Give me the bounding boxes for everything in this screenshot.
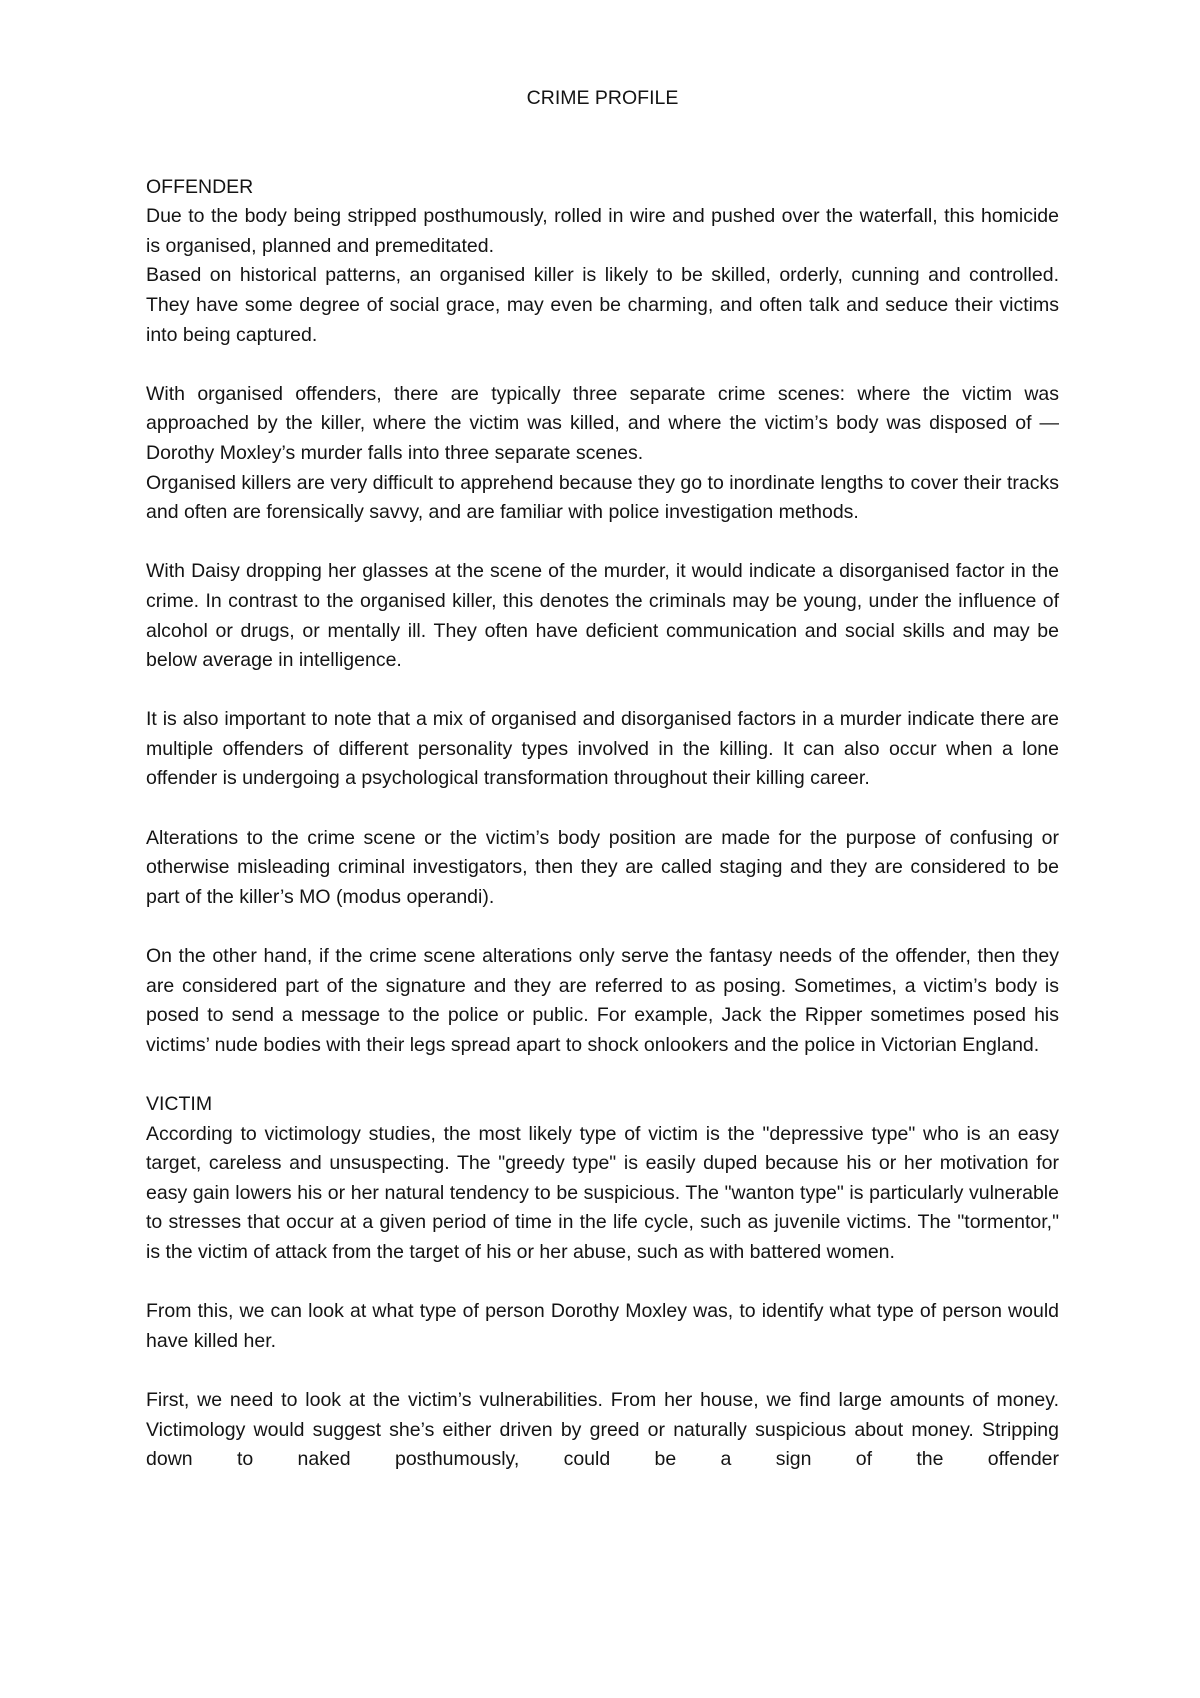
spacer (146, 114, 1059, 173)
victim-paragraph: According to victimology studies, the most likely type of victim is the "depressive type" who is an easy target, careless and unsuspecting. The "greedy type" is easily duped because his or her motivation for easy gain lowers his or her natural tendency to be suspicious. The "wanton type" is particularly vulnerable to stresses that occur at a given period of time in the life cycle, such as juvenile victims. The "tormentor," is the victim of attack from the target of his or her abuse, such as with battered women. (146, 1122, 1059, 1263)
victim-paragraph: First, we need to look at the victim’s vulnerabilities. From her house, we find large amounts of money. Victimology would suggest she’s either driven by greed or naturally suspicious about money. Stripping down to naked posthumously, could be a sign of the offender (146, 1388, 1059, 1471)
offender-paragraph: Due to the body being stripped posthumously, rolled in wire and pushed over the waterfall, this homicide is organised, planned and premeditated. (146, 205, 1059, 257)
offender-paragraph: With organised offenders, there are typically three separate crime scenes: where the victim was approached by the killer, where the victim was killed, and where the victim’s body was disposed of — Dorothy Moxley’s murder falls into three separate scenes. (146, 382, 1059, 464)
offender-heading: OFFENDER (146, 175, 254, 198)
offender-paragraph: Alterations to the crime scene or the victim’s body position are made for the purpose of confusing or otherwise misleading criminal investigators, then they are called staging and they are considered to be part of the killer’s MO (modus operandi). (146, 826, 1059, 908)
offender-paragraph: With Daisy dropping her glasses at the scene of the murder, it would indicate a disorganised factor in the crime. In contrast to the organised killer, this denotes the criminals may be young, under the influence of alcohol or drugs, or mentally ill. They often have deficient communication and social skills and may be below average in intelligence. (146, 560, 1059, 672)
document-title: CRIME PROFILE (526, 87, 679, 109)
spacer (146, 1356, 1059, 1386)
spacer (146, 912, 1059, 942)
spacer (146, 676, 1059, 706)
spacer (146, 1060, 1059, 1090)
offender-paragraph: On the other hand, if the crime scene alterations only serve the fantasy needs of the offender, then they are considered part of the signature and they are referred to as posing. Sometimes, a victim’s body is posed to send a message to the police or public. For example, Jack the Ripper sometimes posed his victims’ nude bodies with their legs spread apart to shock onlookers and the police in Victorian England. (146, 945, 1059, 1056)
spacer (146, 1268, 1059, 1298)
spacer (146, 528, 1059, 558)
victim-paragraph: From this, we can look at what type of person Dorothy Moxley was, to identify what type of person would have killed her. (146, 1300, 1059, 1352)
offender-paragraph: It is also important to note that a mix of organised and disorganised factors in a murder indicate there are multiple offenders of different personality types involved in the killing. It can also occur when a lone offender is undergoing a psychological transformation throughout their killing career. (146, 708, 1059, 790)
victim-heading: VICTIM (146, 1093, 213, 1115)
document-body (146, 84, 1059, 1475)
spacer (146, 794, 1059, 824)
spacer (146, 350, 1059, 380)
offender-paragraph: Organised killers are very difficult to apprehend because they go to inordinate lengths to cover their tracks and often are forensically savvy, and are familiar with police investigation methods. (146, 471, 1059, 524)
offender-paragraph: Based on historical patterns, an organised killer is likely to be skilled, orderly, cunning and controlled. They have some degree of social grace, may even be charming, and often talk and seduce their victims into being captured. (146, 264, 1059, 346)
